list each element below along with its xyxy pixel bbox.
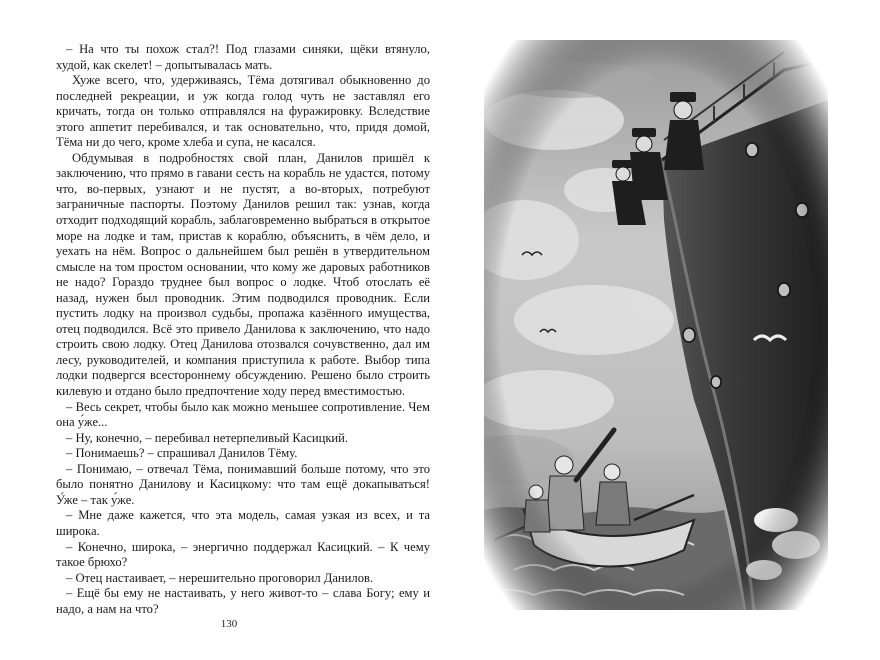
paragraph-9: – Конечно, широка, – энергично поддержал Касицкий. – К чему такое брюхо? (56, 539, 430, 570)
text-column (56, 42, 430, 617)
paragraph-3: Обдумывая в подробностях свой план, Данилов пришёл к заключению, что прямо в гавани сесть на корабль не удастся, потому что, во-первых, узнают и не пустят, а во-вторых, потребуют заграничные паспорты. Поэтому Данилов решил так: узнав, когда отходит подходящий корабль, заблаговременно выбраться в открытое море на лодке и там, пристав к кораблю, объяснить, в чём дело, и уехать на нём. Вопрос о дальнейшем был решён в утвердительном смысле на том простом основании, что кому же даровых работников не надо? Гораздо труднее был вопрос о лодке. Чтоб отослать её назад, нужен был проводник. Этим подводился проводник. Если пустить лодку на произвол судьбы, пропажа казённого имущества, отец подводился. Всё это привело Данилова к заключению, что надо строить свою лодку. Отец Данилова отозвался сочувственно, дал им лесу, руководителей, и компания приступила к работе. Выбор типа лодки подвергся всестороннему обсуждению. Решено было строить килевую и отдано было предпочтение ходу перед вместимостью. (56, 150, 430, 399)
paragraph-8: – Мне даже кажется, что эта модель, самая узкая из всех, и та широка. (56, 508, 430, 538)
paragraph-7: – Понимаю, – отвечал Тёма, понимавший больше потому, что это было понятно Данилову и Касицкому: что там ещё докапываться! У́же – так у́же. (56, 461, 430, 507)
paragraph-1: – На что ты похож стал?! Под глазами синяки, щёки втянуло, худой, как скелет! – допытывалась мать. (56, 42, 430, 72)
paragraph-4: – Весь секрет, чтобы было как можно меньшее сопротивление. Чем она у́же... (56, 399, 430, 430)
paragraph-2: Хуже всего, что, удерживаясь, Тёма дотягивал обыкновенно до последней рекреации, и уж когда голод чуть не заставлял его кричать, тогда он только отправлялся на фуражировку. Вследствие этого аппетит перебивался, и так основательно, что, придя домой, Тёма ни до чего, кроме хлеба и супа, не касался. (56, 73, 430, 150)
page-number: 130 (220, 618, 238, 630)
paragraph-6: – Понимаешь? – спрашивал Данилов Тёму. (66, 446, 298, 461)
paragraph-11: – Ещё бы ему не настаивать, у него живот-то – слава Богу; ему и надо, а нам на что? (56, 586, 430, 616)
ship-and-rowboat-illustration (484, 40, 828, 610)
paragraph-5: – Ну, конечно, – перебивал нетерпеливый Касицкий. (66, 430, 349, 445)
paragraph-10: – Отец настаивает, – нерешительно проговорил Данилов. (66, 570, 374, 585)
